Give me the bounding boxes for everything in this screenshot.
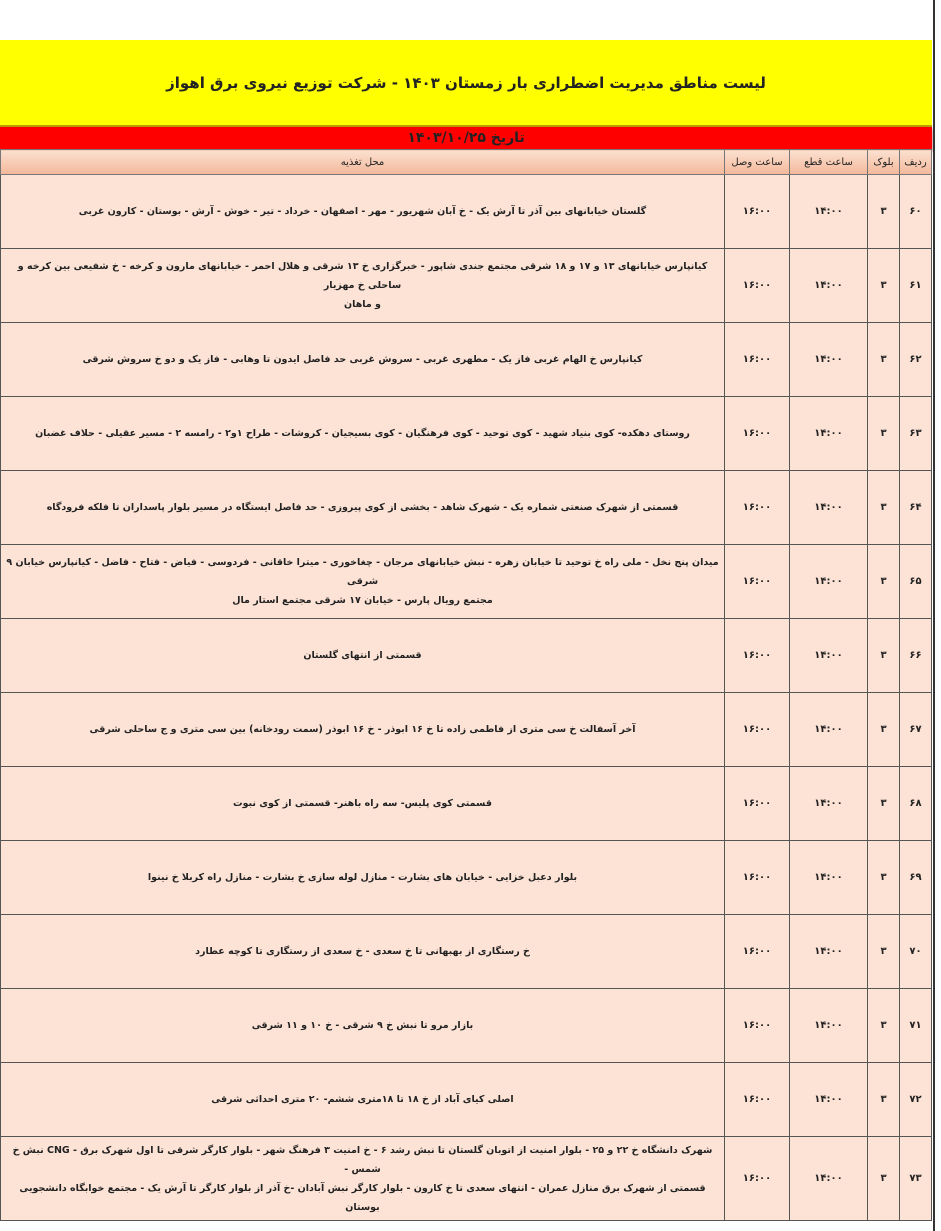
cell-location <box>1 767 725 841</box>
cell-block: ۳ <box>868 323 900 397</box>
col-header-cut: ساعت قطع <box>790 150 868 175</box>
location-line: قسمتی از شهرک صنعتی شماره یک - شهرک شاهد - بخشی از کوی پیروزی - حد فاصل ایستگاه در مسیر بلوار پاسداران تا فلکه فرودگاه <box>46 502 679 513</box>
table-header-row <box>1 150 932 175</box>
document-title: لیست مناطق مدیریت اضطراری بار زمستان ۱۴۰۳ - شرکت توزیع نیروی برق اهواز <box>0 40 932 127</box>
cell-cut: ۱۴:۰۰ <box>790 693 868 767</box>
cell-row: ۷۱ <box>900 989 932 1063</box>
cell-connect: ۱۶:۰۰ <box>725 397 790 471</box>
cell-block: ۳ <box>868 1137 900 1221</box>
cell-block: ۳ <box>868 471 900 545</box>
location-line: بازار مرو تا نبش خ ۹ شرقی - خ ۱۰ و ۱۱ شرقی <box>251 1020 474 1031</box>
cell-location <box>1 693 725 767</box>
cell-connect: ۱۶:۰۰ <box>725 1063 790 1137</box>
cell-block: ۳ <box>868 915 900 989</box>
cell-cut: ۱۴:۰۰ <box>790 989 868 1063</box>
cell-location <box>1 915 725 989</box>
cell-cut: ۱۴:۰۰ <box>790 471 868 545</box>
cell-cut: ۱۴:۰۰ <box>790 619 868 693</box>
table-row <box>1 323 932 397</box>
cell-block: ۳ <box>868 693 900 767</box>
cell-connect: ۱۶:۰۰ <box>725 693 790 767</box>
cell-location <box>1 619 725 693</box>
page-edge <box>933 0 935 1231</box>
cell-block: ۳ <box>868 545 900 619</box>
cell-row: ۶۸ <box>900 767 932 841</box>
table-row <box>1 249 932 323</box>
table-row <box>1 175 932 249</box>
table-row <box>1 841 932 915</box>
cell-cut: ۱۴:۰۰ <box>790 397 868 471</box>
table-row <box>1 767 932 841</box>
location-line: اصلی کیای آباد از خ ۱۸ تا ۱۸متری ششم- ۲۰ متری احداثی شرقی <box>211 1094 514 1105</box>
location-line: کیانپارس خیابانهای ۱۳ و ۱۷ و ۱۸ شرقی مجتمع جندی شاپور - خبرگزاری خ ۱۳ شرقی و هلال احمر - خیابانهای مارون و کرخه - خ شفیعی بین کرخه و ساحلی خ مهزیار <box>17 261 708 291</box>
location-line: قسمتی کوی پلیس- سه راه باهنر- قسمتی از کوی نبوت <box>233 798 492 809</box>
col-header-location: محل تغذیه <box>1 150 725 175</box>
cell-cut: ۱۴:۰۰ <box>790 915 868 989</box>
cell-block: ۳ <box>868 175 900 249</box>
document-sheet <box>0 40 932 1221</box>
cell-row: ۷۳ <box>900 1137 932 1221</box>
location-line: گلستان خیابانهای بین آذر تا آرش یک - خ آبان شهریور - مهر - اصفهان - خرداد - تیر - خوش - آرش - بوستان - کارون غربی <box>78 206 647 217</box>
cell-row: ۶۴ <box>900 471 932 545</box>
cell-connect: ۱۶:۰۰ <box>725 545 790 619</box>
cell-block: ۳ <box>868 1063 900 1137</box>
cell-row: ۶۲ <box>900 323 932 397</box>
cell-cut: ۱۴:۰۰ <box>790 175 868 249</box>
col-header-row: ردیف <box>900 150 932 175</box>
cell-cut: ۱۴:۰۰ <box>790 249 868 323</box>
table-row <box>1 397 932 471</box>
col-header-block: بلوک <box>868 150 900 175</box>
location-line: کیانپارس خ الهام غربی فاز یک - مطهری غربی - سروش غربی حد فاصل ایدون تا وهابی - فاز یک و دو خ سروش شرقی <box>82 354 643 365</box>
cell-location <box>1 249 725 323</box>
location-line: آخر آسفالت خ سی متری از فاطمی زاده تا خ ۱۶ ابوذر - خ ۱۶ ابوذر (سمت رودخانه) بین سی متری و ج ساحلی شرقی <box>89 724 636 735</box>
cell-connect: ۱۶:۰۰ <box>725 175 790 249</box>
cell-block: ۳ <box>868 249 900 323</box>
location-line: شهرک دانشگاه خ ۲۲ و ۲۵ - بلوار امنیت از اتوبان گلستان تا نبش رشد ۶ - خ امنیت ۳ فرهنگ شهر - بلوار کارگر شرقی تا اول شهرک برق - CNG نبش خ شمس - <box>12 1144 713 1175</box>
cell-location <box>1 1063 725 1137</box>
cell-connect: ۱۶:۰۰ <box>725 989 790 1063</box>
cell-connect: ۱۶:۰۰ <box>725 915 790 989</box>
table-row <box>1 1063 932 1137</box>
cell-location <box>1 175 725 249</box>
cell-connect: ۱۶:۰۰ <box>725 619 790 693</box>
cell-cut: ۱۴:۰۰ <box>790 1063 868 1137</box>
table-row <box>1 619 932 693</box>
cell-block: ۳ <box>868 841 900 915</box>
cell-location <box>1 841 725 915</box>
cell-location <box>1 545 725 619</box>
col-header-connect: ساعت وصل <box>725 150 790 175</box>
location-line: و ماهان <box>344 299 381 310</box>
table-row <box>1 915 932 989</box>
cell-row: ۶۷ <box>900 693 932 767</box>
cell-location <box>1 471 725 545</box>
location-line: خ رستگاری از بهبهانی تا خ سعدی - خ سعدی از رستگاری تا کوچه عطارد <box>195 946 530 957</box>
cell-block: ۳ <box>868 397 900 471</box>
cell-row: ۶۱ <box>900 249 932 323</box>
cell-location <box>1 1137 725 1221</box>
cell-cut: ۱۴:۰۰ <box>790 323 868 397</box>
table-row <box>1 693 932 767</box>
table-row <box>1 989 932 1063</box>
location-line: مجتمع رویال پارس - خیابان ۱۷ شرقی مجتمع استار مال <box>232 595 493 606</box>
cell-row: ۷۰ <box>900 915 932 989</box>
cell-block: ۳ <box>868 767 900 841</box>
table-row <box>1 471 932 545</box>
cell-location <box>1 323 725 397</box>
cell-cut: ۱۴:۰۰ <box>790 1137 868 1221</box>
outage-table <box>0 149 932 1221</box>
cell-row: ۷۲ <box>900 1063 932 1137</box>
location-line: قسمتی از شهرک برق منازل عمران - انتهای سعدی تا خ کارون - بلوار کارگر نبش آبادان -خ آذر از بلوار کارگر تا آرش یک - مجتمع خوابگاه دانشجویی بوستان <box>19 1182 706 1213</box>
cell-row: ۶۳ <box>900 397 932 471</box>
cell-block: ۳ <box>868 619 900 693</box>
cell-connect: ۱۶:۰۰ <box>725 767 790 841</box>
table-row <box>1 545 932 619</box>
cell-row: ۶۰ <box>900 175 932 249</box>
cell-connect: ۱۶:۰۰ <box>725 249 790 323</box>
cell-cut: ۱۴:۰۰ <box>790 767 868 841</box>
location-line: میدان پنج نخل - ملی راه خ توحید تا خیابان زهره - نبش خیابانهای مرجان - چغاخوری - میترا خاقانی - فردوسی - فیاض - فتاح - فاضل - کیانپارس خیابان ۹ شرقی <box>6 557 719 587</box>
cell-row: ۶۶ <box>900 619 932 693</box>
cell-connect: ۱۶:۰۰ <box>725 841 790 915</box>
cell-cut: ۱۴:۰۰ <box>790 841 868 915</box>
cell-connect: ۱۶:۰۰ <box>725 1137 790 1221</box>
cell-location <box>1 397 725 471</box>
cell-cut: ۱۴:۰۰ <box>790 545 868 619</box>
cell-block: ۳ <box>868 989 900 1063</box>
cell-connect: ۱۶:۰۰ <box>725 323 790 397</box>
cell-location <box>1 989 725 1063</box>
table-row <box>1 1137 932 1221</box>
cell-row: ۶۹ <box>900 841 932 915</box>
date-banner: تاریخ ۱۴۰۳/۱۰/۲۵ <box>0 127 932 149</box>
location-line: بلوار دعبل خزایی - خیابان های بشارت - منازل لوله سازی خ بشارت - منازل راه کربلا خ نینوا <box>147 872 578 883</box>
location-line: روستای دهکده- کوی بنیاد شهید - کوی توحید - کوی فرهنگیان - کوی بسیجیان - کروشات - طراح ۱و۲ - رامسه ۲ - مسیر عقیلی - حلاف غضبان <box>35 428 690 439</box>
cell-connect: ۱۶:۰۰ <box>725 471 790 545</box>
location-line: قسمتی از انتهای گلستان <box>303 650 422 661</box>
cell-row: ۶۵ <box>900 545 932 619</box>
